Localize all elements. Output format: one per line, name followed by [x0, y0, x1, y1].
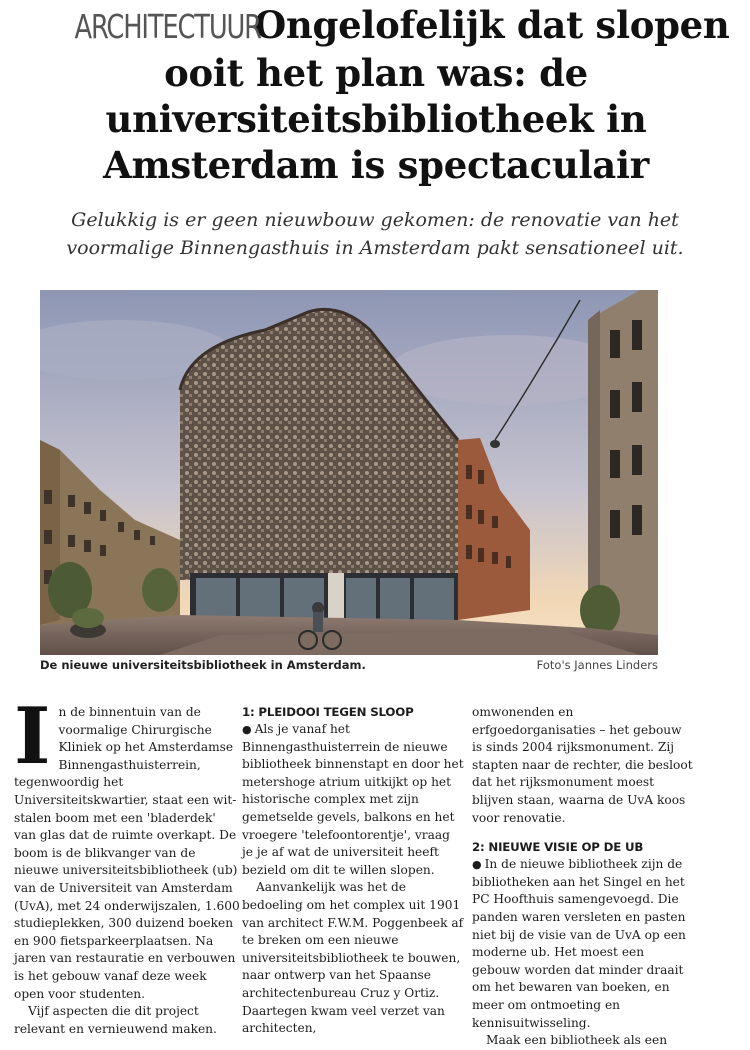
intro-text: Gelukkig is er geen nieuwbouw gekomen: de renovatie van het voormalige Binnengasthuis in Amsterdam pakt sensationeel uit.	[66, 209, 684, 259]
section-heading-1: 1: PLEIDOOI TEGEN SLOOP	[242, 705, 414, 719]
paragraph-text: In de nieuwe bibliotheek zijn de bibliotheken aan het Singel en het PC Hoofthuis samengevoegd. Die panden waren versleten en pasten niet bij de visie van de UvA op een moderne ub. Het moest een gebouw worden dat minder draait om het bewaren van boeken, en meer om ontmoeting en kennisuitwisseling.	[472, 857, 686, 1030]
photo-caption-row	[40, 658, 660, 672]
paragraph	[472, 856, 694, 1032]
article-photo	[40, 290, 658, 655]
paragraph: omwonenden en erfgoedorganisaties – het gebouw is sinds 2004 rijksmonument. Zij stapten naar de rechter, die besloot dat het rijksmonument moest blijven staan, waarna de UvA koos voor renovatie.	[472, 705, 693, 825]
text-column-1	[14, 691, 240, 1038]
text-column-2	[242, 704, 464, 1038]
headline	[20, 2, 732, 188]
bullet-icon: ●	[472, 858, 482, 872]
library-building-illustration	[40, 290, 658, 655]
section-heading-2: 2: NIEUWE VISIE OP DE UB	[472, 840, 644, 855]
headline-text: Ongelofelijk dat slopen ooit het plan was: de universiteitsbibliotheek in Amsterdam is spectaculair	[103, 3, 730, 187]
paragraph: Aanvankelijk was het de bedoeling om het complex uit 1901 van architect F.W.M. Poggenbeek af te breken om een nieuwe universiteitsbibliotheek te bouwen, naar ontwerp van het Spaanse architectenbureau Cruz y Ortiz. Daartegen kwam veel verzet van architecten,	[242, 880, 464, 1036]
paragraph: Vijf aspecten die dit project relevant en vernieuwend maken.	[14, 1004, 217, 1036]
paragraph-text: Als je vanaf het Binnengasthuisterrein de nieuwe bibliotheek binnenstapt en door het metershoge atrium uitkijkt op het historische complex met zijn gemetselde gevels, balkons en het vroegere 'telefoontorentje', vraag je je af wat de universiteit heeft bezield om dit te willen slopen.	[242, 722, 464, 877]
bullet-icon: ●	[242, 723, 252, 736]
photo-credit: Foto's Jannes Linders	[536, 658, 658, 672]
paragraph-text: n de binnentuin van de voormalige Chirurgische Kliniek op het Amsterdamse Binnengasthuisterrein, tegenwoordig het Universiteitskwartier, staat een wit-stalen boom met een 'bladerdek' van glas dat de ruimte overkapt. De boom is de blikvanger van de nieuwe universiteitsbibliotheek (ub) van de Universiteit van Amsterdam (UvA), met 24 onderwijszalen, 1.600 studieplekken, 300 duizend boeken en 900 fietsparkeerplaatsen. Na jaren van restauratie en verbouwen is het gebouw vanaf deze week open voor studenten.	[14, 705, 240, 1001]
drop-cap: I	[14, 691, 51, 782]
paragraph	[14, 691, 240, 1003]
paragraph: Maak een bibliotheek als een	[486, 1033, 668, 1048]
photo-caption: De nieuwe universiteitsbibliotheek in Amsterdam.	[40, 658, 366, 672]
section-kicker: ARCHITECTUUR	[75, 7, 262, 46]
text-column-3	[472, 704, 694, 1050]
paragraph	[242, 721, 464, 879]
